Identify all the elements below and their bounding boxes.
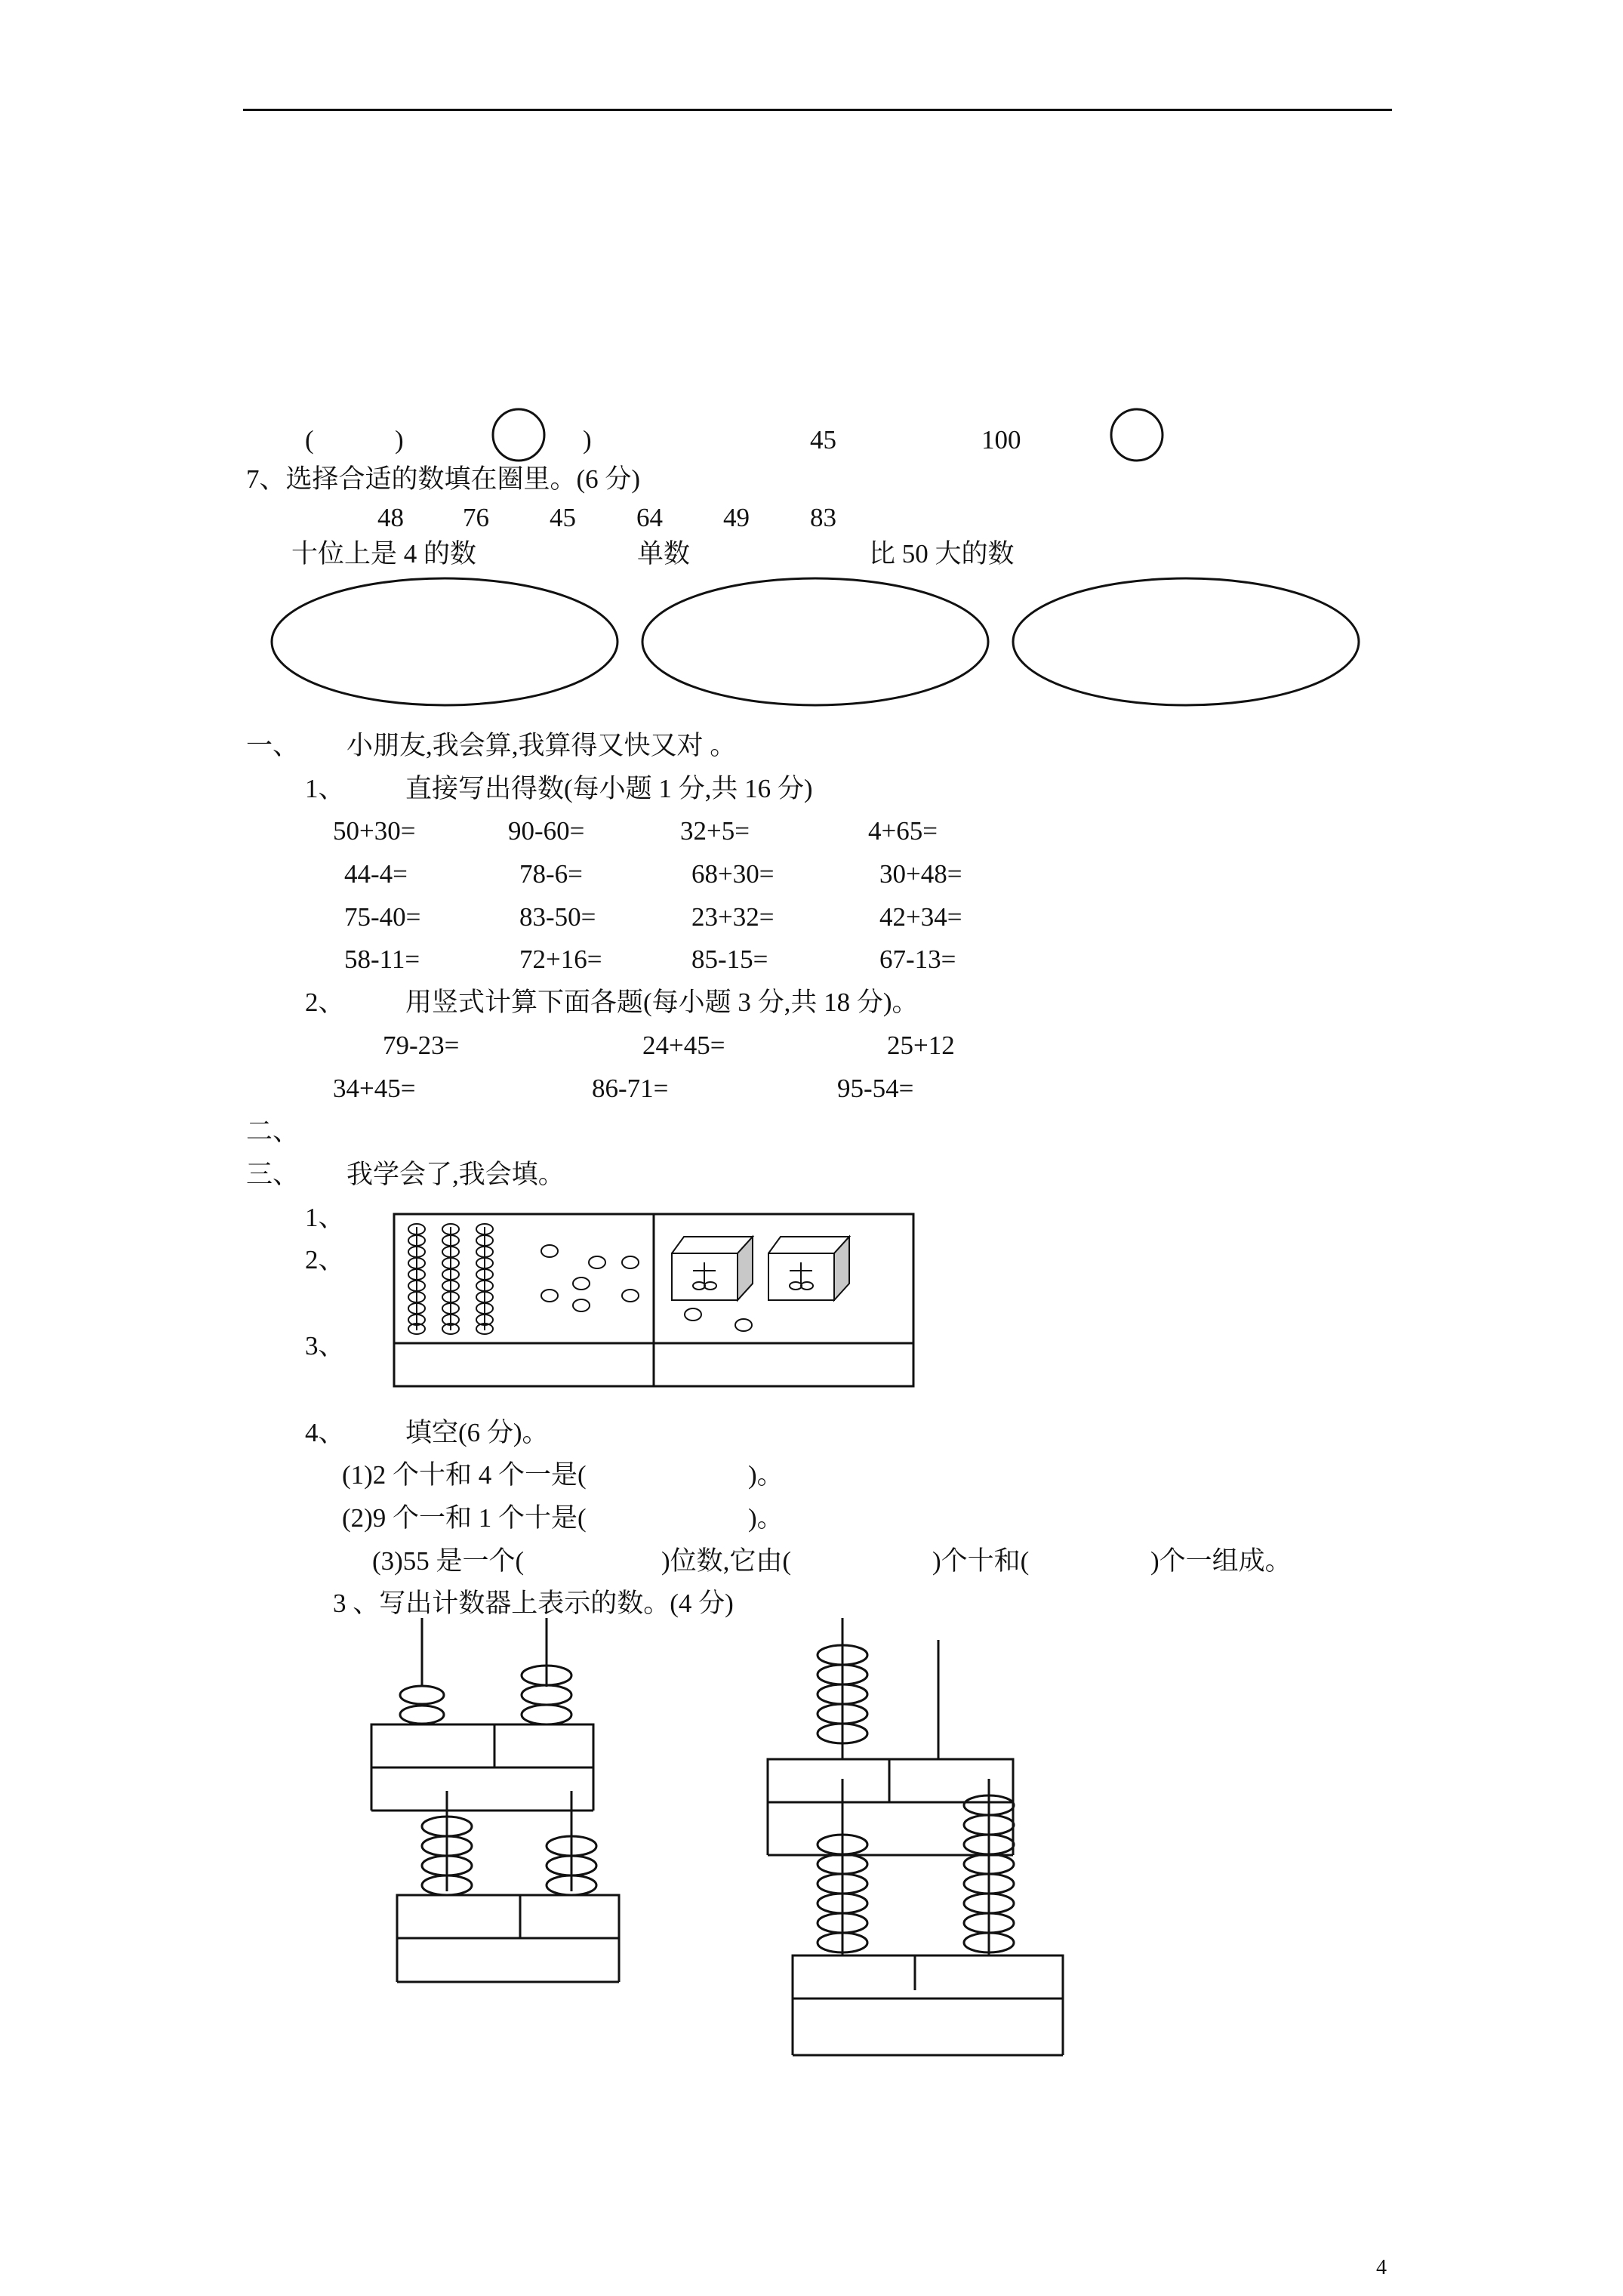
fill-blank-1-close: )。 [748, 1460, 784, 1490]
section-2-number: 二、 [246, 1117, 300, 1146]
section-3-number: 三、 [246, 1160, 300, 1189]
fill-blank-3b: )位数,它由( [661, 1546, 792, 1576]
answer-ellipse [1013, 578, 1359, 705]
vertical-problem: 25+12 [887, 1031, 955, 1060]
q7-circle-label: 比 50 大的数 [869, 539, 1015, 569]
sub-1-heading: 直接写出得数(每小题 1 分,共 16 分) [405, 774, 813, 803]
abacus [793, 1779, 1063, 2055]
q7-number: 45 [550, 503, 576, 532]
abacus [768, 1618, 1013, 1855]
fragment-circle [493, 409, 544, 461]
vertical-problem: 34+45= [333, 1074, 416, 1103]
item-number: 2、 [305, 1245, 345, 1274]
oral-problem: 4+65= [868, 816, 938, 846]
oral-problem: 72+16= [519, 945, 602, 974]
vertical-problem: 86-71= [592, 1074, 669, 1103]
q7-number: 76 [463, 503, 489, 532]
q7-number: 64 [636, 503, 663, 532]
q7-title: 7、选择合适的数填在圈里。(6 分) [246, 464, 641, 494]
fragment-circle [1111, 409, 1163, 461]
fill-blank-2-close: )。 [748, 1503, 784, 1533]
oral-problem: 42+34= [879, 902, 962, 932]
q7-circle-label: 单数 [637, 539, 691, 569]
oral-problem: 83-50= [519, 902, 596, 932]
paren-open: ( [305, 425, 314, 455]
item-number: 3、 [305, 1331, 345, 1361]
oral-problem: 30+48= [879, 859, 962, 889]
sub-2-heading: 用竖式计算下面各题(每小题 3 分,共 18 分)。 [405, 988, 919, 1017]
fill-blank-3d: )个一组成。 [1150, 1546, 1292, 1576]
fill-blank-1: (1)2 个十和 4 个一是( [342, 1460, 587, 1490]
page-number: 4 [1376, 2256, 1387, 2279]
oral-problem: 67-13= [879, 945, 956, 974]
sub-1-number: 1、 [305, 774, 345, 803]
paren-close: ) [395, 425, 404, 455]
section-1-heading: 小朋友,我会算,我算得又快又对 。 [346, 731, 737, 760]
q7-circle-label: 十位上是 4 的数 [291, 539, 477, 569]
fragment-number-45: 45 [810, 425, 836, 455]
fill-blank-2: (2)9 个一和 1 个十是( [342, 1503, 587, 1533]
counting-table [394, 1214, 913, 1386]
oral-problem: 75-40= [344, 902, 421, 932]
answer-ellipse [642, 578, 988, 705]
answer-ellipse [272, 578, 617, 705]
sub-4-heading: 填空(6 分)。 [405, 1418, 549, 1447]
fill-blank-3: (3)55 是一个( [372, 1546, 525, 1576]
section-1-number: 一、 [246, 731, 300, 760]
vertical-problem: 95-54= [837, 1074, 914, 1103]
sub-4-number: 4、 [305, 1418, 345, 1447]
oral-problem: 50+30= [333, 816, 416, 846]
bead-sticks [408, 1224, 493, 1334]
q7-number: 48 [377, 503, 404, 532]
oral-problem: 85-15= [691, 945, 768, 974]
abacus [371, 1618, 593, 1811]
section-3-heading: 我学会了,我会填。 [346, 1160, 565, 1189]
oral-problem: 90-60= [508, 816, 585, 846]
oral-problem: 58-11= [344, 945, 420, 974]
oral-problem: 68+30= [691, 859, 775, 889]
loose-beads [541, 1245, 752, 1331]
item-number: 1、 [305, 1203, 345, 1232]
sub-2-number: 2、 [305, 988, 345, 1017]
fragment-number-100: 100 [981, 425, 1021, 455]
bead-box-cube [672, 1237, 753, 1300]
oral-problem: 23+32= [691, 902, 775, 932]
vertical-problem: 24+45= [642, 1031, 725, 1060]
vertical-problem: 79-23= [383, 1031, 460, 1060]
fill-blank-3c: )个十和( [932, 1546, 1030, 1576]
oral-problem: 78-6= [519, 859, 583, 889]
q7-number: 83 [810, 503, 836, 532]
abacus [397, 1791, 619, 1982]
oral-problem: 32+5= [680, 816, 750, 846]
bead-box-cube [768, 1237, 849, 1300]
abacus-question-title: 3 、写出计数器上表示的数。(4 分) [333, 1589, 734, 1618]
oral-problem: 44-4= [344, 859, 408, 889]
paren-close-2: ) [583, 425, 592, 455]
q7-number: 49 [723, 503, 750, 532]
